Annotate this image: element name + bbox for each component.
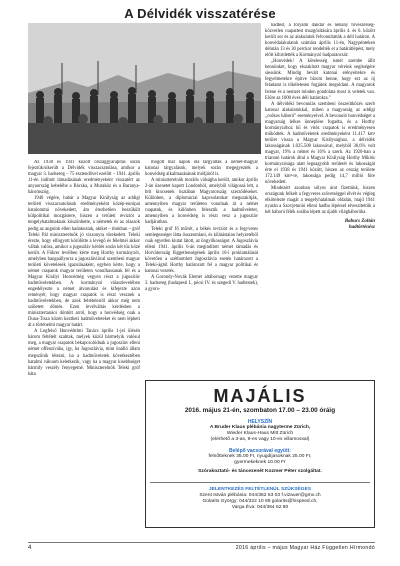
price-line: gyermekeknek 10.00 Fr — [234, 460, 286, 466]
article-title: A Délvidék visszatérése — [124, 6, 276, 21]
author-signature — [265, 219, 375, 231]
venue-line: Wieder Klaus-Haus Mitt Zürich — [226, 431, 294, 437]
author-role: hadtörténész — [348, 224, 375, 230]
paragraph: „Honvédek! A kötelesség ismét szembe állít bennünket, hogy elszakított magyar véreink segítségére siessünk. Mindig bevált katonai erényeitekre és fegyelmetekre építve bízom benne, hogy ezt az új feladatot is tökéletesen fogjátok megoldani. A magyarok Istene és a nemzet minden gondolata most is veletek van. Előre az 1000 éves déli határokra.” — [265, 59, 375, 101]
paragraph: Az 1938 és 1941 között országgyarapítás során fejeztük/sikerült a Délvidék visszacsatolása, amikor a magyar 3. hadsereg – 75 esztendővel ezelőtt – 1941. április 11-én indított támadásának eredményeként visszatért az anyaország kebelébe a Bácska, a Muraköz és a Baranya-háromszög. — [28, 160, 140, 196]
paragraph: Mindezért azonban súlyos árat fizettünk, hiszen országunk felkelt a fegyveres szövetséggel élvét és végleg elkötelezte magát a tengelyhatalmak oldalán, majd 1941 nyarán a Szovjetunió elleni hadba lépéssel elveszítettük a két háború félék sorába lépett az újabb világháborúba. — [265, 186, 375, 216]
footer-issue: 2016 április – május Magyar Ház Független Hírmondó — [235, 545, 375, 551]
paragraph: A Legfelső Honvédelmi Tanács április 1-jei ülésén három feltételt szabtak, melyek közül bármelyik valósul meg, a magyar csapatok bekapcsolódnak a jugoszláv elleni német offenzívába, így, ha Jugoszlávia, mint önálló állam megszűnik létezni, ha a hadműveletek következtében hatalmi vákuum keletkezik, vagy ha a magyar kisebbséget bármily veszély fenyegetné. Miniszterelnök Teleki gróf háta — [28, 329, 140, 377]
paragraph: A miniszterelnök morális válságba került, amikor április 2-án üzenetet kapott Londonból, amelyből világossá lett, a brit kincsenek ösztában Magyarország szerződéseket. Különben, a diplomáciai kapcsolatokat megszakítják, amennyiben magyar területen vonulnak át a német csapatok, és különben felesztik a hadműveletet, amennyiben a honvédség is részt vesz a jugoszláv hadjáratban. — [145, 178, 258, 226]
paragraph: A Gorondy-Novák Elemér altábornagy vezette magyar 3. hadsereg (budapesti I., pécsi IV. és szegedi V. hadtestek), a gyors- — [145, 274, 258, 292]
paragraph: 1940 végére, habár a Magyar Királyság az addigi területi visszacsatolások eredményeként közép-európai hatalommá növekedett, ám érezhetően beszűkült külpolitikai mozgástere, hiszen a területi revíziót a tengelyhatalmaknak köszönhette, a németek és az olaszok pedig az angolok ellen hadakoztak, akiket – titokban – gróf Teleki Pál miniszterelnök jó viszonyra törekedett. Teleki érezte, hogy elfogyott körülötte a levegő és félelmei akkor váltak valóra, amikor a jugoszláv kérdés során két tűz közé került. A Führer levélben kérte meg Horthy kormányzót, amelyben bangaállyorra a jugoszláviával szembeni magyar területi követelések igazolásaként, egyben kérte, hogy a német csapatok magyar területen vonulhassanak fel és a Magyar Királyi Honvédség vegyen részt a jugoszláv hadműveletekben. A kormányzó válaszlevelében engedélyezte a német átvonulást és kifejezte azon reményét, hogy magyar csapatok is részt vesznek a hadműveletekben, de azok feltételeiről akkor még nem született döntés. Ezen levélváltás kérdésben a minisztertanács döntött arról, hogy a honvédség csak a Duna-Tisza közén keztheti hadműveleteket és nem lépheti át a történelmi magyar határt. — [28, 196, 140, 329]
contact-line: Varga Éva: 044/364 62 80 — [231, 504, 289, 510]
paragraph: mögött már napok óta tárgyaltak a német-magyar katonai tárgyalások, melyek során megegyeztek a honvédség alkalmazásának módjáról is. — [145, 160, 258, 178]
price-line: felnőtteknek 35.00 Fr, nyugdíjasoknak 25.00 Fr, — [208, 454, 312, 460]
music-info: Szórakoztató- és táncezenét Kozmer Péter szolgáltat. — [198, 469, 322, 475]
footer-divider — [28, 542, 375, 543]
venue-line: A Bruder Klaus plébánia nagyterme Zürich, — [209, 425, 311, 430]
historical-photo — [28, 23, 261, 154]
article-column-2 — [145, 160, 258, 382]
author-name: Babucs Zoltán — [344, 218, 375, 224]
page-number: 4 — [28, 545, 32, 551]
contact-line: Golarits György: 044/322 10 68 golarits@hispeed.ch, — [202, 498, 318, 504]
paragraph: Teleki gróf fő művét, a békés revíziót és a fegyveres semlegességet látta összeomlani, és kilátástalan helyzetéből csak egyetlen kiutat látott, az öngyilkosságot. A Jugoszlávia elleni 1941. április 6-án megindított német támadás és Horvátország függetlenségének április 10-i proklamálását követően a szétbomlott Jugoszlávia esetén határozott a Teleki-ágtól Horthy határozott fel a magyar politikai és katonai vezetés. — [145, 226, 258, 274]
majalis-event-box — [145, 380, 375, 528]
paragraph: A délvidéki bevonulás szembeni összeütközés szerb katonai alakulatokkal, miben a magyarság az addigi „csókos háború” eseményeivel. A bevonuló honvédséget a magyarság lelkes ünneplése fogadta, és a Horthy kormányzóhoz hű és vitéz csapatok is eredményesen működtek. A hadműveletek eredményeként 11.417 km² terület vissza a Magyar Királysághoz, a délvidék lakosságának 1.025.508 lakossával, melyből 36,6% volt magyar, 19% a német és 16% a szerb. Az 1920-ban a trianoni határok által a Magyar Királyság Horthy Miklós kormányzósága alatt legnagyobb területét és lakosságát érte el 1938 és 1941 között, hiszen az ország területe 172.149 km²-re, lakossága pedig 14,7 millió főre növekedett. — [265, 101, 375, 186]
paragraph: hadtest, a folyami dandár és néhány főveszérség-közvetlen csapattest mozgósítására április 4. és 6. között került sor és az alakulatok felvonultatták a déli határon. A honvédalakulatok számára április 11-én, Nagypénteken délután 13 és 30 perckor rendelték el a határátlépést, mely előtt kihirdették a Kormányzó hadparancsát: — [265, 23, 375, 59]
dinner-label: Belépő vacsorával együtt: — [229, 448, 291, 455]
article-column-1 — [28, 160, 140, 545]
article-column-3 — [265, 23, 375, 421]
event-date: 2016. május 21-én, szombaton 17.00 – 23.00 óráig — [184, 407, 336, 414]
venue-line: (elérhető a 3-as, 9-es vagy 10-es villamossal) — [210, 437, 310, 443]
registration-heading: JELENTKEZÉS FELTÉTLENÜL SZÜKSÉGES — [208, 486, 312, 492]
event-heading: MAJÁLIS — [213, 386, 307, 406]
contact-line: Szent István plébánia: 044/362 53 03 f.vizauer@gmx.ch — [199, 492, 321, 498]
venue-label: HELYSZÍN — [247, 419, 273, 425]
